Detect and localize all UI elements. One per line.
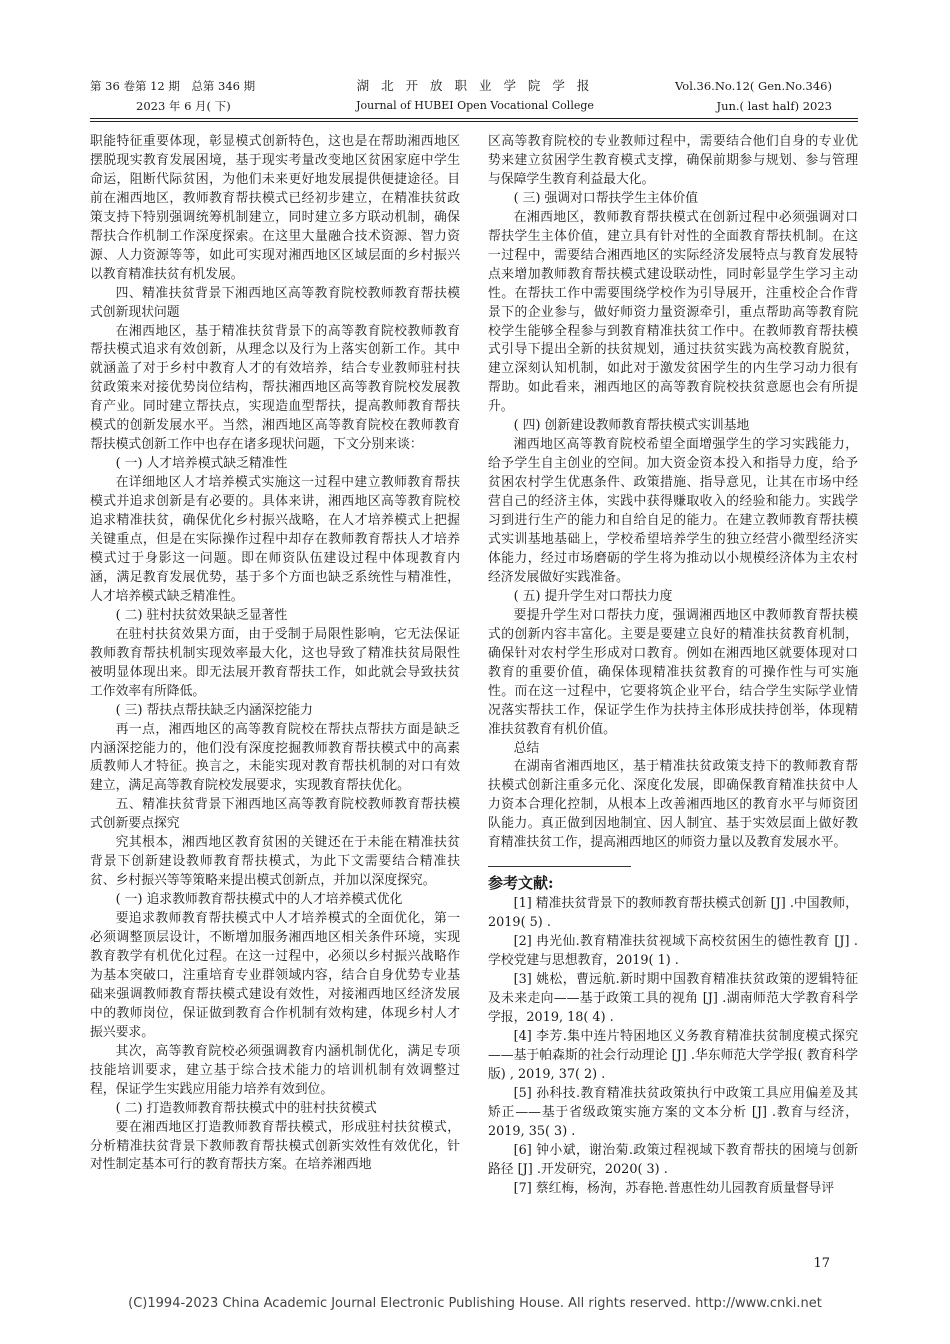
- paragraph: 要在湘西地区打造教师教育帮扶模式，形成驻村扶贫模式，分析精准扶贫背景下教师教育帮扶模式创新实效性有效优化，针对性制定基本可行的教育帮扶方案。在培养湘西地: [90, 1119, 460, 1173]
- journal-title-en: Journal of HUBEI Open Vocational College: [356, 99, 594, 112]
- page-number: 17: [813, 1256, 830, 1271]
- right-body: [488, 133, 858, 853]
- paragraph: ( 五) 提升学生对口帮扶力度: [513, 588, 673, 604]
- paragraph: 湘西地区高等教育院校希望全面增强学生的学习实践能力，给予学生自主创业的空间。加大资金资本投入和指导力度，给予贫困农村学生优惠条件、政策措施、指导意见，让其在市场中经营自己的经济主体，实践中获得赚取收入的经验和能力。实践学习到进行生产的能力和自给自足的能力。在建立教师教育帮扶模式实训基地基础上，学校希望培养学生的独立经营小微型经济实体能力，经过市场磨砺的学生将为推动以小规模经济体为主农村经济发展做好实践准备。: [488, 437, 858, 585]
- publication-date: 2023 年 6 月( 下): [136, 99, 231, 113]
- paragraph: ( 三) 强调对口帮扶学生主体价值: [513, 190, 699, 206]
- paragraph: 在驻村扶贫效果方面，由于受制于局限性影响，它无法保证教师教育帮扶机制实现效率最大化，这也导致了精准扶贫局限性被明显体现出来。即无法展开教育帮扶工作，如此就会导致扶贫工作效率有所降低。: [90, 626, 460, 699]
- volume-issue: 第 36 卷第 12 期 总第 346 期: [90, 79, 256, 93]
- paragraph: 在湖南省湘西地区，基于精准扶贫政策支持下的教师教育帮扶模式创新注重多元化、深度化发展，即确保教育精准扶贫中人力资本合理化控制，从根本上改善湘西地区的教育水平与师资团队能力。真正做到因地制宜、因人制宜、基于实效层面上做好教育精准扶贫工作，提高湘西地区的师资力量以及教育发展水平。: [488, 759, 858, 851]
- paragraph: 究其根本，湘西地区教育贫困的关键还在于未能在精准扶贫背景下创新建设教师教育帮扶模式，为此下文需要结合精准扶贫、乡村振兴等等策略来提出模式创新点，并加以深度探究。: [90, 835, 460, 889]
- references-title: 参考文献:: [488, 874, 554, 893]
- paragraph: 五、精准扶贫背景下湘西地区高等教育院校教师教育帮扶模式创新要点探究: [90, 797, 460, 832]
- paragraph: 要提升学生对口帮扶力度，强调湘西地区中教师教育帮扶模式的创新内容丰富化。主要是要建立良好的精准扶贫教育机制，确保针对农村学生形成对口教育。例如在湘西地区就要体现对口教育的重要价值，确保体现精准扶贫教育的可操作性与可实施性。而在这一过程中，它要将筑企业平台，结合学生实际学业情况落实帮扶工作，保证学生作为扶持主体形成扶持创举，体现精准扶贫教育有机价值。: [488, 607, 858, 737]
- paragraph: 在湘西地区，基于精准扶贫背景下的高等教育院校教师教育帮扶模式追求有效创新，从理念以及行为上落实创新工作。其中就涵盖了对于乡村中教育人才的有效培养，结合专业教师驻村扶贫政策来对接优势岗位结构，帮扶湘西地区高等教育院校发展教育产业。同时建立帮扶点，实现造血型帮扶，提高教师教育帮扶模式的创新发展水平。当然，湘西地区高等教育院校在教师教育帮扶模式创新工作中也存在诸多现状问题，下文分别来谈：: [90, 323, 460, 453]
- reference-list: [488, 895, 858, 1198]
- journal-title-cn: 湖 北 开 放 职 业 学 院 学 报: [356, 78, 594, 93]
- paragraph: ( 三) 帮扶点帮扶缺乏内涵深挖能力: [115, 702, 313, 718]
- copyright-footer: (C)1994-2023 China Academic Journal Electronic Publishing House. All rights reserved. http://www.cnki.net: [128, 1296, 822, 1311]
- reference-item: [2] 冉光仙.教育精准扶贫视域下高校贫困生的德性教育 [J] .学校党建与思想教育，2019( 1) .: [488, 934, 858, 969]
- header-rule-bottom: [90, 121, 858, 122]
- paragraph: ( 一) 人才培养模式缺乏精准性: [115, 456, 288, 472]
- paragraph: 区高等教育院校的专业教师过程中，需要结合他们自身的专业优势来建立贫困学生教育模式支撑，确保前期参与规划、参与管理与保障学生教育利益最大化。: [488, 134, 858, 187]
- right-column: [488, 133, 858, 1198]
- reference-item: [6] 钟小斌，谢治菊.政策过程视域下教育帮扶的困境与创新路径 [J] .开发研究，2020( 3) .: [488, 1142, 858, 1177]
- references-divider: [488, 866, 631, 867]
- reference-item: [5] 孙科技.教育精准扶贫政策执行中政策工具应用偏差及其矫正——基于省级政策实施方案的文本分析 [J] .教育与经济，2019, 35( 3) .: [488, 1085, 858, 1139]
- paragraph: 四、精准扶贫背景下湘西地区高等教育院校教师教育帮扶模式创新现状问题: [90, 285, 460, 320]
- paragraph: ( 二) 打造教师教育帮扶模式中的驻村扶贫模式: [115, 1100, 377, 1116]
- paragraph: 其次，高等教育院校必须强调教育内涵机制优化，满足专项技能培训要求，建立基于综合技术能力的培训机制有效调整过程，保证学生实践应用能力培养有效到位。: [90, 1043, 460, 1097]
- paragraph: ( 四) 创新建设教师教育帮扶模式实训基地: [513, 418, 750, 434]
- paragraph: 再一点，湘西地区的高等教育院校在帮扶点帮扶方面是缺乏内涵深挖能力的，他们没有深度挖掘教师教育帮扶模式中的高素质教师人才特征。换言之，未能实现对教育帮扶机制的对口有效建立，满足高等教育院校发展要求，实现教育帮扶优化。: [90, 721, 460, 794]
- header-rule-top: [90, 118, 858, 119]
- paragraph: 职能特征重要体现，彰显模式创新特色，这也是在帮助湘西地区摆脱现实教育发展困境，基于现实考量改变地区贫困家庭中学生命运，阻断代际贫困，为他们未来更好地发展提供便捷途径。目前在湘西地区，教师教育帮扶模式已经初步建立，在精准扶贫政策支持下特别强调统筹机制建立，同时建立多方联动机制，确保帮扶合作机制工作深度探索。在这里大量融合技术资源、智力资源、人力资源等等，如此可实现对湘西地区区域层面的乡村振兴以教育精准扶贫有机发展。: [90, 134, 460, 282]
- volume-en: Vol.36.No.12( Gen.No.346): [675, 79, 832, 93]
- reference-item: [7] 蔡红梅，杨洵，苏春艳.普惠性幼儿园教育质量督导评: [513, 1180, 835, 1196]
- paragraph: ( 二) 驻村扶贫效果缺乏显著性: [115, 607, 288, 623]
- left-column: [90, 133, 460, 1175]
- date-en: Jun.( last half) 2023: [716, 99, 832, 113]
- paragraph: 要追求教师教育帮扶模式中人才培养模式的全面优化，第一必须调整顶层设计，不断增加服务湘西地区相关条件环境，实现教育教学有机优化过程。在这一过程中，必须以乡村振兴战略作为基本突破口，注重培育专业群领域内容，结合自身优势专业基础来强调教师教育帮扶模式建设有效性，对接湘西地区经济发展中的教师岗位，保证做到教育合作机制有效构建，体现乡村人才振兴要求。: [90, 911, 460, 1040]
- reference-item: [1] 精准扶贫背景下的教师教育帮扶模式创新 [J] .中国教师，2019( 5) .: [488, 896, 858, 931]
- paragraph: 在湘西地区，教师教育帮扶模式在创新过程中必须强调对口帮扶学生主体价值，建立具有针对性的全面教育帮扶机制。在这一过程中，需要结合湘西地区的实际经济发展特点与教育发展特点来增加教师教育帮扶模式建设联动性，同时彰显学生学习主动性。在帮扶工作中需要围绕学校作为引导展开，注重校企合作背景下的企业参与，做好师资力量资源牵引，重点帮助高等教育院校学生能够全程参与到教育精准扶贫工作中。在教师教育帮扶模式引导下提出全新的扶贫规划，通过扶贫实践为高校教育脱贫，建立深刻认知机制，如此对于激发贫困学生的内生学习动力很有帮助。如此看来，湘西地区的高等教育院校扶贫意愿也会有所提升。: [488, 209, 858, 415]
- reference-item: [3] 姚松，曹远航.新时期中国教育精准扶贫政策的逻辑特征及未来走向——基于政策工具的视角 [J] .湖南师范大学教育科学学报，2019, 18( 4) .: [488, 972, 858, 1025]
- paragraph: ( 一) 追求教师教育帮扶模式中的人才培养模式优化: [115, 892, 403, 908]
- paragraph: 总结: [513, 740, 540, 756]
- journal-volume-en: [675, 76, 832, 116]
- reference-item: [4] 李芳.集中连片特困地区义务教育精准扶贫制度模式探究——基于帕森斯的社会行动理论 [J] .华东师范大学学报( 教育科学版) , 2019, 37( 2) .: [488, 1028, 858, 1082]
- paragraph: 在详细地区人才培养模式实施这一过程中建立教师教育帮扶模式并追求创新是有必要的。具体来讲，湘西地区高等教育院校追求精准扶贫，确保优化乡村振兴战略，在人才培养模式上把握关键重点，但是在实际操作过程中却存在教师教育帮扶人才培养模式过于身影这一问题。即在师资队伍建设过程中体现教育内涵，满足教育发展优势，基于多个方面也缺乏系统性与精准性，人才培养模式缺乏精准性。: [90, 475, 460, 604]
